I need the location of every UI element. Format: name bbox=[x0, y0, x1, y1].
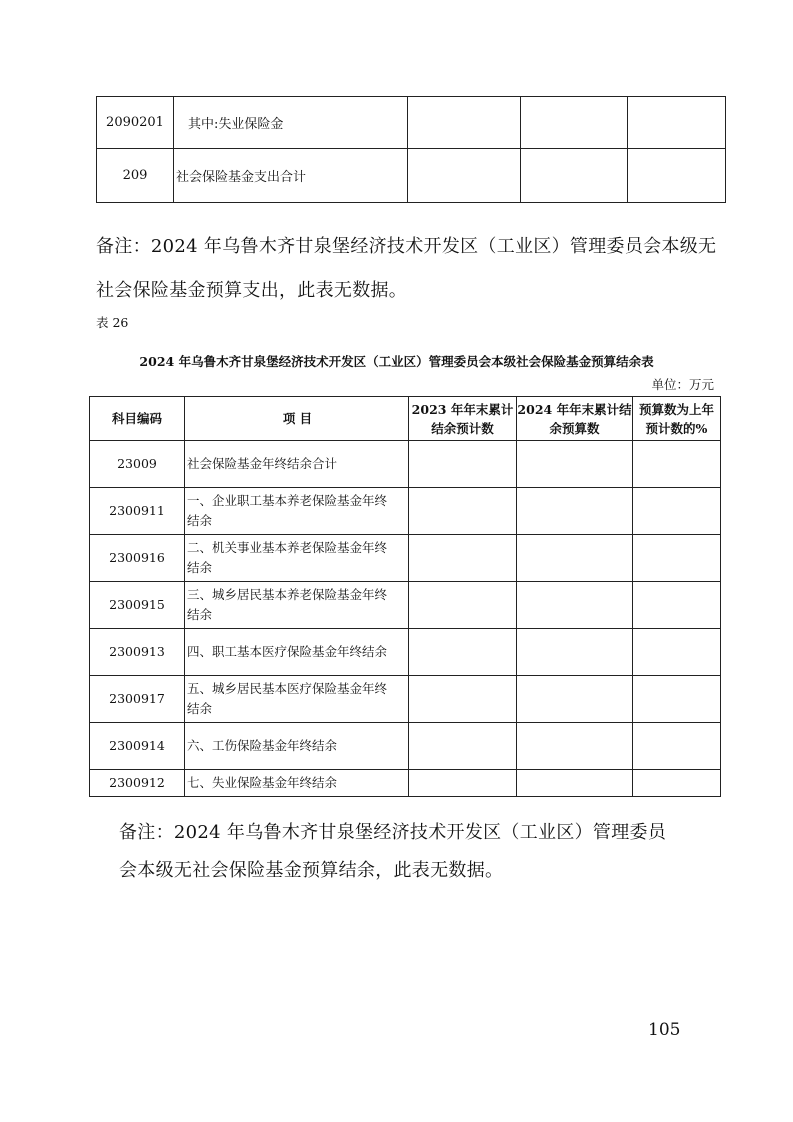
header-prev-year-balance bbox=[409, 397, 517, 441]
item-line1: 五、城乡居民基本医疗保险基金年终 bbox=[187, 681, 388, 696]
subject-code-cell: 23009 bbox=[90, 441, 185, 488]
item-line1: 六、工伤保险基金年终结余 bbox=[187, 738, 338, 753]
header-item: 项 目 bbox=[185, 397, 409, 441]
empty-value-cell bbox=[628, 149, 726, 203]
item-line2: 结余 bbox=[187, 607, 213, 622]
item-line1: 二、机关事业基本养老保险基金年终 bbox=[187, 540, 388, 555]
table-header-row bbox=[90, 397, 721, 441]
item-line1: 社会保险基金年终结余合计 bbox=[187, 456, 338, 471]
empty-value-cell bbox=[633, 723, 721, 770]
subject-code-cell: 2300911 bbox=[90, 488, 185, 535]
balance-table bbox=[89, 396, 721, 797]
subject-code-cell: 2300916 bbox=[90, 535, 185, 582]
table-row bbox=[90, 488, 721, 535]
item-name-cell bbox=[185, 441, 409, 488]
table-number-label: 表 26 bbox=[96, 315, 129, 330]
empty-value-cell bbox=[633, 488, 721, 535]
expenditure-note-line1: 备注：2024 年乌鲁木齐甘泉堡经济技术开发区（工业区）管理委员会本级无 bbox=[96, 236, 717, 257]
subject-code-cell: 2300915 bbox=[90, 582, 185, 629]
subject-code-cell: 2090201 bbox=[97, 97, 174, 149]
table-row bbox=[90, 629, 721, 676]
subject-code-cell: 2300913 bbox=[90, 629, 185, 676]
empty-value-cell bbox=[628, 97, 726, 149]
empty-value-cell bbox=[517, 723, 633, 770]
table-row bbox=[90, 770, 721, 797]
item-line2: 结余 bbox=[187, 701, 213, 716]
unit-label: 单位：万元 bbox=[651, 377, 714, 392]
item-name-cell bbox=[185, 629, 409, 676]
subject-code-cell: 2300917 bbox=[90, 676, 185, 723]
empty-value-cell bbox=[408, 97, 521, 149]
header-budget-percent bbox=[633, 397, 721, 441]
empty-value-cell bbox=[517, 629, 633, 676]
balance-note-line2: 会本级无社会保险基金预算结余，此表无数据。 bbox=[119, 860, 504, 881]
table-row bbox=[90, 441, 721, 488]
empty-value-cell bbox=[521, 149, 628, 203]
item-name-cell bbox=[185, 488, 409, 535]
header-prev-year-line2: 结余预计数 bbox=[431, 420, 494, 436]
item-line1: 一、企业职工基本养老保险基金年终 bbox=[187, 493, 388, 508]
balance-note-line1: 备注：2024 年乌鲁木齐甘泉堡经济技术开发区（工业区）管理委员 bbox=[119, 822, 667, 843]
empty-value-cell bbox=[517, 535, 633, 582]
subject-code-cell: 2300912 bbox=[90, 770, 185, 797]
expenditure-table-tail bbox=[96, 96, 726, 203]
table-row bbox=[90, 676, 721, 723]
empty-value-cell bbox=[409, 441, 517, 488]
empty-value-cell bbox=[633, 441, 721, 488]
empty-value-cell bbox=[517, 441, 633, 488]
empty-value-cell bbox=[633, 582, 721, 629]
item-name-cell bbox=[185, 723, 409, 770]
header-percent-line2: 预计数的% bbox=[645, 420, 708, 436]
header-budget-line1: 2024 年年末累计结 bbox=[517, 401, 632, 417]
empty-value-cell bbox=[409, 629, 517, 676]
table-title: 2024 年乌鲁木齐甘泉堡经济技术开发区（工业区）管理委员会本级社会保险基金预算结余表 bbox=[139, 354, 654, 369]
subject-code-cell: 2300914 bbox=[90, 723, 185, 770]
header-percent-line1: 预算数为上年 bbox=[638, 401, 714, 417]
header-subject-code: 科目编码 bbox=[90, 397, 185, 441]
subject-code-cell: 209 bbox=[97, 149, 174, 203]
empty-value-cell bbox=[517, 676, 633, 723]
empty-value-cell bbox=[633, 535, 721, 582]
page-number: 105 bbox=[648, 1020, 681, 1040]
item-name-cell: 其中:失业保险金 bbox=[174, 97, 408, 149]
table-row bbox=[90, 535, 721, 582]
empty-value-cell bbox=[517, 770, 633, 797]
empty-value-cell bbox=[633, 629, 721, 676]
header-budget-balance bbox=[517, 397, 633, 441]
empty-value-cell bbox=[517, 582, 633, 629]
empty-value-cell bbox=[517, 488, 633, 535]
empty-value-cell bbox=[633, 676, 721, 723]
table-row bbox=[97, 149, 726, 203]
table-row bbox=[97, 97, 726, 149]
item-name-cell bbox=[185, 535, 409, 582]
empty-value-cell bbox=[409, 582, 517, 629]
empty-value-cell bbox=[409, 488, 517, 535]
item-line1: 三、城乡居民基本养老保险基金年终 bbox=[187, 587, 388, 602]
item-line2: 结余 bbox=[187, 560, 213, 575]
empty-value-cell bbox=[633, 770, 721, 797]
header-prev-year-line1: 2023 年年末累计 bbox=[411, 401, 514, 417]
item-line1: 七、失业保险基金年终结余 bbox=[187, 775, 338, 790]
item-name-cell bbox=[185, 770, 409, 797]
table-row bbox=[90, 723, 721, 770]
empty-value-cell bbox=[409, 676, 517, 723]
item-line2: 结余 bbox=[187, 513, 213, 528]
empty-value-cell bbox=[408, 149, 521, 203]
header-budget-line2: 余预算数 bbox=[549, 420, 600, 436]
empty-value-cell bbox=[409, 770, 517, 797]
item-name-cell: 社会保险基金支出合计 bbox=[174, 149, 408, 203]
empty-value-cell bbox=[409, 535, 517, 582]
item-name-cell bbox=[185, 582, 409, 629]
item-line1: 四、职工基本医疗保险基金年终结余 bbox=[187, 644, 388, 659]
empty-value-cell bbox=[521, 97, 628, 149]
table-row bbox=[90, 582, 721, 629]
empty-value-cell bbox=[409, 723, 517, 770]
expenditure-note-line2: 社会保险基金预算支出，此表无数据。 bbox=[96, 280, 408, 301]
item-name-cell bbox=[185, 676, 409, 723]
